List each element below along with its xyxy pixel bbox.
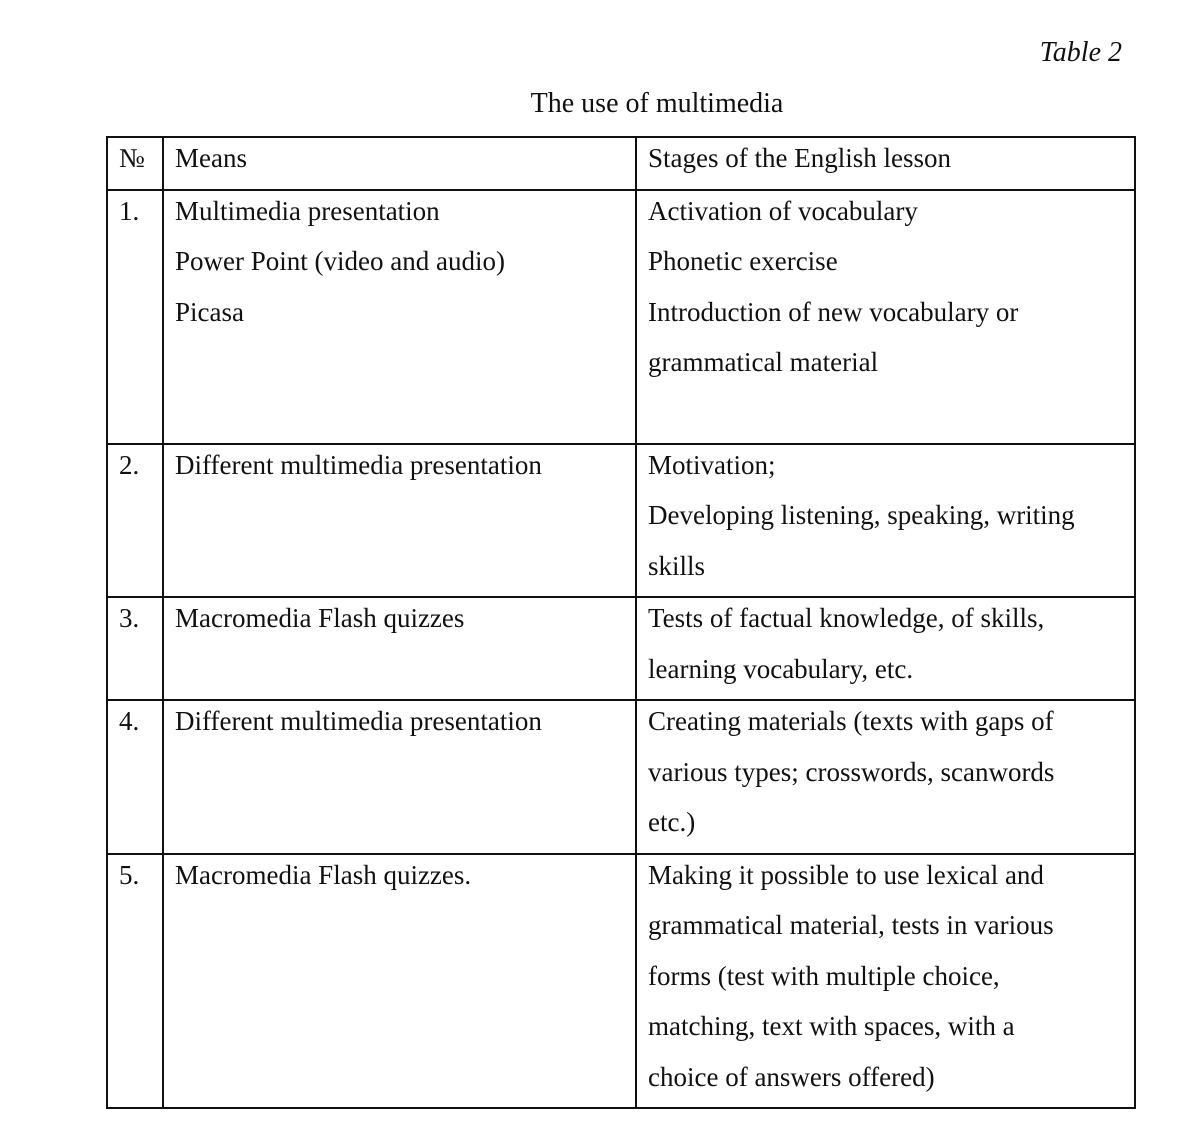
means-line: Picasa bbox=[175, 296, 244, 327]
stages-line: grammatical material bbox=[648, 347, 879, 377]
stages-line: forms (test with multiple choice, bbox=[648, 960, 1000, 991]
stages-line: etc.) bbox=[648, 807, 696, 837]
stages-line: Making it possible to use lexical and bbox=[648, 859, 1044, 890]
stages-line: Tests of factual knowledge, of skills, bbox=[648, 603, 1045, 633]
table-row bbox=[107, 854, 1135, 1109]
header-cell-stages bbox=[636, 137, 1135, 190]
means-line: Power Point (video and audio) bbox=[175, 246, 505, 276]
stages-line: Motivation; bbox=[648, 449, 776, 480]
row-number: 1. bbox=[119, 195, 140, 226]
row-number: 2. bbox=[119, 449, 140, 480]
stages-line: choice of answers offered) bbox=[648, 1061, 935, 1092]
cell-stages bbox=[636, 854, 1135, 1109]
means-line: Different multimedia presentation bbox=[175, 706, 542, 736]
multimedia-table bbox=[106, 136, 1136, 1109]
stages-line: learning vocabulary, etc. bbox=[648, 653, 914, 684]
cell-stages bbox=[636, 700, 1135, 854]
cell-stages bbox=[636, 597, 1135, 700]
header-num-label: № bbox=[119, 143, 145, 173]
table-row bbox=[107, 444, 1135, 598]
stages-line: matching, text with spaces, with a bbox=[648, 1011, 1015, 1041]
cell-stages bbox=[636, 190, 1135, 444]
cell-num bbox=[107, 190, 163, 444]
means-line: Multimedia presentation bbox=[175, 195, 440, 226]
cell-num bbox=[107, 854, 163, 1109]
table-title: The use of multimedia bbox=[530, 88, 784, 119]
header-means-label: Means bbox=[175, 143, 247, 173]
row-number: 3. bbox=[119, 603, 140, 633]
table-row bbox=[107, 190, 1135, 444]
stages-line: Creating materials (texts with gaps of bbox=[648, 706, 1054, 736]
cell-num bbox=[107, 444, 163, 598]
means-line: Different multimedia presentation bbox=[175, 449, 542, 480]
header-cell-num bbox=[107, 137, 163, 190]
row-number: 4. bbox=[119, 706, 140, 736]
cell-means bbox=[163, 190, 636, 444]
row-number: 5. bbox=[119, 859, 140, 890]
cell-num bbox=[107, 700, 163, 854]
cell-stages bbox=[636, 444, 1135, 598]
stages-line: Activation of vocabulary bbox=[648, 195, 918, 226]
cell-means bbox=[163, 700, 636, 854]
stages-line: grammatical material, tests in various bbox=[648, 910, 1054, 940]
stages-line: various types; crosswords, scanwords bbox=[648, 756, 1055, 787]
stages-line: Introduction of new vocabulary or bbox=[648, 296, 1019, 327]
stages-line: Phonetic exercise bbox=[648, 246, 838, 276]
header-stages-label: Stages of the English lesson bbox=[648, 143, 951, 173]
cell-means bbox=[163, 854, 636, 1109]
stages-line: skills bbox=[648, 550, 706, 581]
cell-means bbox=[163, 597, 636, 700]
table-row bbox=[107, 700, 1135, 854]
table-row bbox=[107, 597, 1135, 700]
stages-line: Developing listening, speaking, writing bbox=[648, 500, 1075, 530]
table-header-row bbox=[107, 137, 1135, 190]
cell-means bbox=[163, 444, 636, 598]
means-line: Macromedia Flash quizzes bbox=[175, 603, 465, 633]
cell-num bbox=[107, 597, 163, 700]
means-line: Macromedia Flash quizzes. bbox=[175, 859, 472, 890]
table-number: Table 2 bbox=[1039, 37, 1122, 68]
header-cell-means bbox=[163, 137, 636, 190]
